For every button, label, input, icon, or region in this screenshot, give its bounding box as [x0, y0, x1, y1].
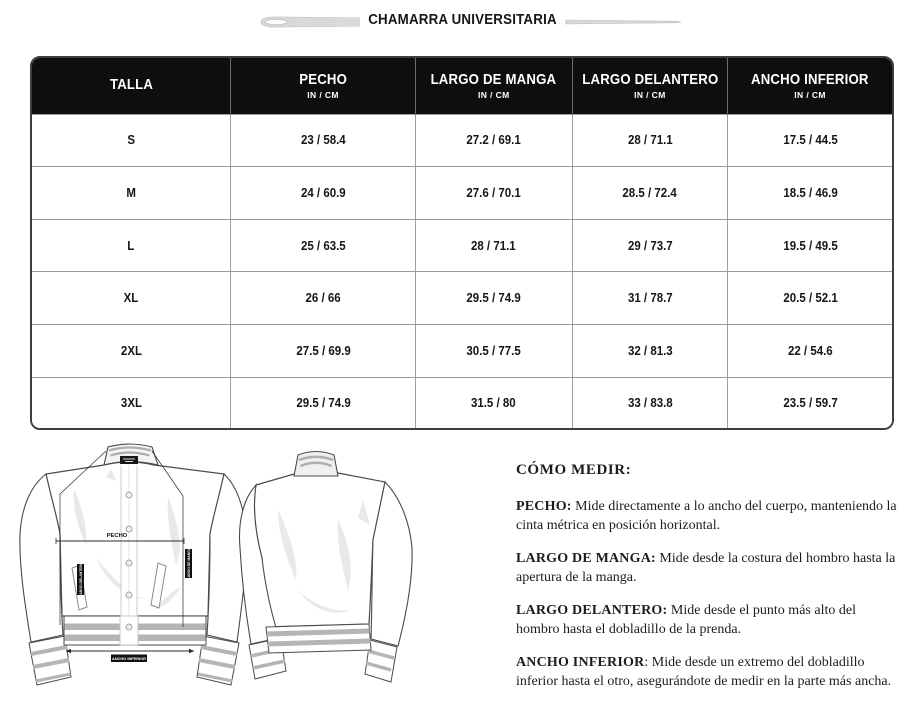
- cell-delantero: 32 / 81.3: [572, 325, 728, 378]
- largo-de-manga-measure-label: [185, 547, 192, 579]
- cell-pecho: 23 / 58.4: [231, 114, 416, 167]
- col-header-talla: TALLA: [32, 58, 231, 114]
- svg-text:LARGO DELANTERO: LARGO DELANTERO: [79, 562, 83, 597]
- cell-manga: 29.5 / 74.9: [416, 272, 573, 325]
- col-header-pecho: PECHO IN / CM: [231, 58, 416, 114]
- instruction-largo-de-manga: LARGO DE MANGA: Mide desde la costura del hombro hasta la apertura de la manga.: [516, 551, 896, 586]
- cell-talla: 3XL: [32, 377, 231, 428]
- table-row-3xl: [32, 377, 892, 428]
- largo-delantero-measure-label: [77, 562, 84, 597]
- col-header-largo-delantero: LARGO DELANTERO IN / CM: [572, 58, 728, 114]
- pecho-measure-label: PECHO: [106, 533, 128, 539]
- table-header-row: [32, 58, 892, 114]
- cell-inferior: 18.5 / 46.9: [728, 167, 892, 220]
- cell-pecho: 27.5 / 69.9: [231, 325, 416, 378]
- back-hem-band: [266, 624, 371, 653]
- page-header: [0, 6, 924, 36]
- svg-text:LARGO DE MANGA: LARGO DE MANGA: [187, 547, 191, 580]
- cell-delantero: 28 / 71.1: [572, 114, 728, 167]
- cell-talla: M: [32, 167, 231, 220]
- page-title: CHAMARRA UNIVERSITARIA: [359, 12, 564, 28]
- table-row-s: [32, 114, 892, 167]
- back-jacket-illustration: [238, 440, 430, 686]
- cell-talla: L: [32, 219, 231, 272]
- cell-manga: 31.5 / 80: [416, 377, 573, 428]
- cell-inferior: 20.5 / 52.1: [728, 272, 892, 325]
- table-row-2xl: [32, 325, 892, 378]
- cell-delantero: 29 / 73.7: [572, 219, 728, 272]
- cell-manga: 27.2 / 69.1: [416, 114, 573, 167]
- cell-inferior: 17.5 / 44.5: [728, 114, 892, 167]
- cell-talla: XL: [32, 272, 231, 325]
- cell-manga: 30.5 / 77.5: [416, 325, 573, 378]
- cell-delantero: 31 / 78.7: [572, 272, 728, 325]
- cell-delantero: 28.5 / 72.4: [572, 167, 728, 220]
- back-collar: [294, 452, 338, 477]
- cell-talla: 2XL: [32, 325, 231, 378]
- size-table: [30, 56, 894, 430]
- cell-manga: 27.6 / 70.1: [416, 167, 573, 220]
- front-jacket-illustration: [16, 437, 256, 688]
- instruction-pecho: PECHO: Mide directamente a lo ancho del cuerpo, manteniendo la cinta métrica en posición horizontal.: [516, 499, 897, 534]
- cell-inferior: 23.5 / 59.7: [728, 377, 892, 428]
- instruction-largo-delantero: LARGO DELANTERO: Mide desde el punto más alto del hombro hasta el dobladillo de la prenda.: [516, 603, 856, 638]
- cell-manga: 28 / 71.1: [416, 219, 573, 272]
- cell-inferior: 22 / 54.6: [728, 325, 892, 378]
- cell-pecho: 26 / 66: [231, 272, 416, 325]
- table-row-m: [32, 167, 892, 220]
- cell-inferior: 19.5 / 49.5: [728, 219, 892, 272]
- cell-talla: S: [32, 114, 231, 167]
- how-to-measure-heading: CÓMO MEDIR:: [516, 462, 632, 478]
- col-header-largo-de-manga: LARGO DE MANGA IN / CM: [416, 58, 573, 114]
- svg-text:ANCHO INFERIOR: ANCHO INFERIOR: [112, 656, 146, 661]
- cell-delantero: 33 / 83.8: [572, 377, 728, 428]
- cell-pecho: 24 / 60.9: [231, 167, 416, 220]
- col-header-ancho-inferior: ANCHO INFERIOR IN / CM: [728, 58, 892, 114]
- front-collar: [104, 444, 158, 465]
- cell-pecho: 29.5 / 74.9: [231, 377, 416, 428]
- cell-pecho: 25 / 63.5: [231, 219, 416, 272]
- instruction-ancho-inferior: ANCHO INFERIOR: Mide desde un extremo del dobladillo inferior hasta el otro, asegurándote de medir en la parte más ancha.: [516, 655, 892, 690]
- table-row-l: [32, 219, 892, 272]
- table-row-xl: [32, 272, 892, 325]
- how-to-measure-section: [516, 462, 900, 705]
- ancho-inferior-measure-label: [111, 655, 147, 663]
- collar-tag: [120, 456, 138, 464]
